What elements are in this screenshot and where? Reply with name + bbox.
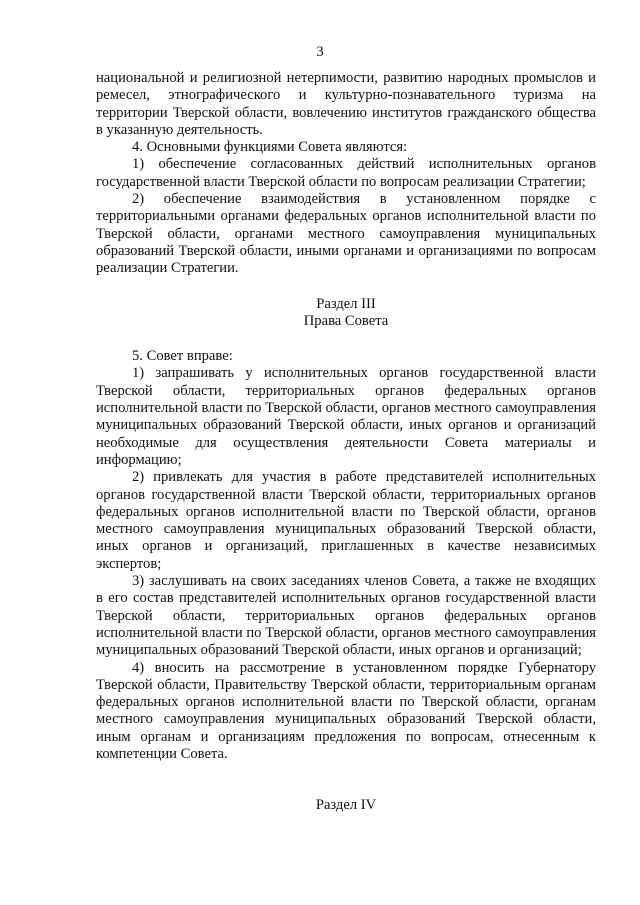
paragraph-function-2: 2) обеспечение взаимодействия в установленном порядке с территориальными органами федеральных органов исполнительной власти по Тверской области, органами местного самоуправления муниципальных образований Тверской области, иными органами и организациями по вопросам реализации Стратегии. [96, 191, 596, 277]
paragraph-right-3: 3) заслушивать на своих заседаниях членов Совета, а также не входящих в его состав представителей исполнительных органов государственной власти Тверской области, территориальных органов федеральных органов исполнительной власти по Тверской области, органов местного самоуправления муниципальных образований Тверской области, иных органов и организаций; [96, 573, 596, 659]
paragraph-function-1: 1) обеспечение согласованных действий исполнительных органов государственной власти Тверской области по вопросам реализации Стратегии; [96, 156, 596, 190]
spacer [96, 763, 596, 797]
paragraph-functions-intro: 4. Основными функциями Совета являются: [132, 139, 408, 156]
section-3-title: Раздел III [316, 295, 376, 312]
paragraph-continuation: национальной и религиозной нетерпимости, развитию народных промыслов и ремесел, этнографического и культурно-познавательного туризма на территории Тверской области, вовлечению институтов гражданского общества в указанную деятельность. [96, 70, 596, 138]
paragraph-right-2: 2) привлекать для участия в работе представителей исполнительных органов государственной власти Тверской области, территориальных органов федеральных органов исполнительной власти по Тверской области, органов местного самоуправления муниципальных образований Тверской области, иных органов и организаций, приглашенных в качестве независимых экспертов; [96, 469, 596, 572]
page-number: 3 [316, 44, 324, 60]
paragraph-rights-intro: 5. Совет вправе: [132, 348, 233, 365]
document-body [96, 70, 596, 815]
section-4-title: Раздел IV [315, 797, 377, 814]
paragraph-right-1: 1) запрашивать у исполнительных органов государственной власти Тверской области, территориальных органов федеральных органов исполнительной власти по Тверской области, органов местного самоуправления муниципальных образований Тверской области, иных органов и организаций необходимые для осуществления деятельности Совета материалы и информацию; [96, 365, 596, 468]
spacer [96, 278, 596, 296]
spacer [96, 330, 596, 348]
section-3-subtitle: Права Совета [303, 312, 389, 329]
paragraph-right-4: 4) вносить на рассмотрение в установленном порядке Губернатору Тверской области, Правительству Тверской области, территориальным органам федеральных органов исполнительной власти по Тверской области, органам местного самоуправления муниципальных образований Тверской области, иным органам и организациям предложения по вопросам, отнесенным к компетенции Совета. [96, 659, 596, 762]
